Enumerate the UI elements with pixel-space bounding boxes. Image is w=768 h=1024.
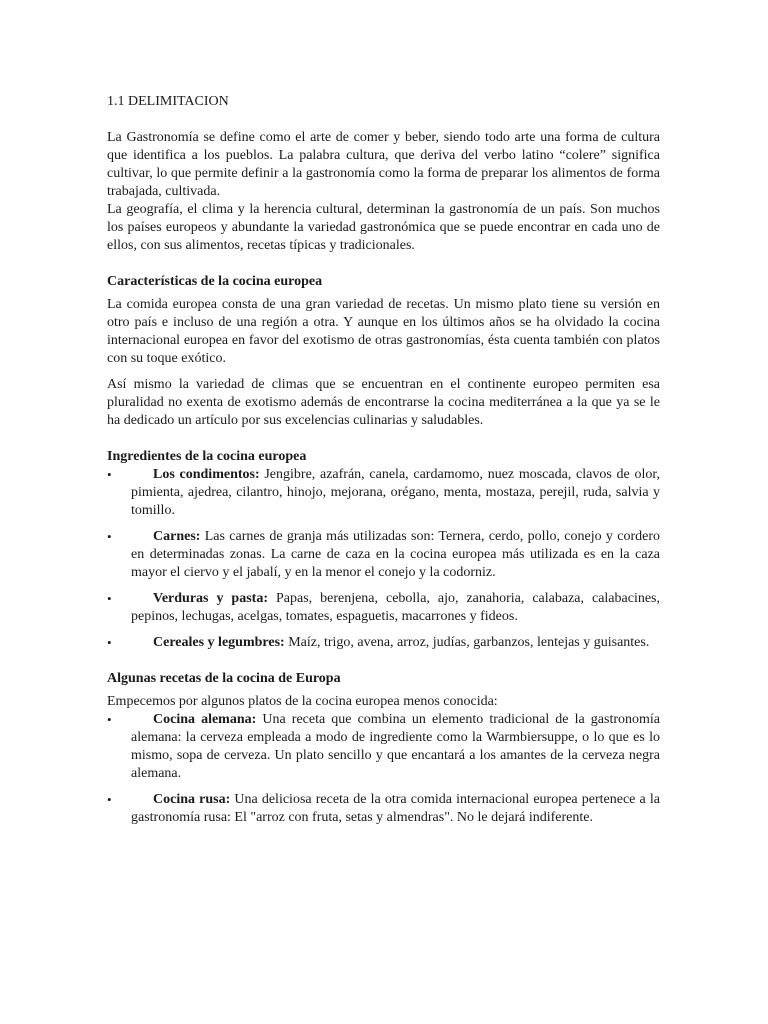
intro-paragraph-2: La geografía, el clima y la herencia cultural, determinan la gastronomía de un país. Son muchos los países europeos y abundante la variedad gastronómica que se puede encontrar en cada uno de ellos, con sus alimentos, recetas típicas y tradicionales. <box>107 202 660 253</box>
list-item <box>107 791 660 827</box>
list-item <box>107 634 660 652</box>
intro-paragraph-1: La Gastronomía se define como el arte de comer y beber, siendo todo arte una forma de cultura que identifica a los pueblos. La palabra cultura, que deriva del verbo latino “colere” significa cultivar, lo que permite definir a la gastronomía como la forma de preparar los alimentos de forma trabajada, cultivada. <box>107 130 660 199</box>
item-text: Papas, berenjena, cebolla, ajo, zanahoria, calabaza, calabacines, pepinos, lechugas, acelgas, tomates, espaguetis, macarrones y fideos. <box>131 591 661 624</box>
item-text: Una receta que combina un elemento tradicional de la gastronomía alemana: la cerveza empleada a modo de ingrediente como la Warmbiersuppe, o lo que es lo mismo, sopa de cerveza. Un plato sencillo y que encantará a los amantes de la cerveza negra alemana. <box>131 712 661 781</box>
item-label: Verduras y pasta: <box>153 591 268 606</box>
ingredients-list <box>107 466 660 652</box>
item-label: Cereales y legumbres: <box>153 635 285 650</box>
item-text: Las carnes de granja más utilizadas son: Ternera, cerdo, pollo, conejo y cordero en determinadas zonas. La carne de caza en la cocina europea más utilizada es en la caza mayor el ciervo y el jabalí, y en la menor el conejo y la codorniz. <box>131 529 660 580</box>
characteristics-heading: Características de la cocina europea <box>107 274 323 289</box>
recipes-intro: Empecemos por algunos platos de la cocina europea menos conocida: <box>107 694 498 709</box>
bullet-icon: • <box>107 792 112 807</box>
bullet-icon: • <box>107 635 112 650</box>
item-text: Una deliciosa receta de la otra comida internacional europea pertenece a la gastronomía rusa: El "arroz con fruta, setas y almendras". No le dejará indiferente. <box>131 792 660 825</box>
recipes-list <box>107 711 660 827</box>
section-title: 1.1 DELIMITACION <box>107 94 229 109</box>
item-label: Cocina alemana: <box>153 712 257 727</box>
item-text: Jengibre, azafrán, canela, cardamomo, nuez moscada, clavos de olor, pimienta, ajedrea, cilantro, hinojo, mejorana, orégano, menta, mostaza, perejil, ruda, salvia y tomillo. <box>131 467 660 518</box>
item-label: Cocina rusa: <box>153 792 231 807</box>
bullet-icon: • <box>107 529 112 544</box>
document-body <box>107 93 660 827</box>
list-item <box>107 466 660 520</box>
list-item <box>107 711 660 783</box>
characteristics-paragraph-2: Así mismo la variedad de climas que se encuentran en el continente europeo permiten esa pluralidad no exenta de exotismo además de encontrarse la cocina mediterránea a la que ya se le ha dedicado un artículo por sus excelencias culinarias y saludables. <box>107 377 660 428</box>
characteristics-paragraph-1: La comida europea consta de una gran variedad de recetas. Un mismo plato tiene su versión en otro país e incluso de una región a otra. Y aunque en los últimos años se ha olvidado la cocina internacional europea en favor del exotismo de otras gastronomías, ésta cuenta también con platos con su toque exótico. <box>107 297 660 366</box>
bullet-icon: • <box>107 591 112 606</box>
recipes-heading: Algunas recetas de la cocina de Europa <box>107 671 341 686</box>
ingredients-heading: Ingredientes de la cocina europea <box>107 449 307 464</box>
bullet-icon: • <box>107 712 112 727</box>
item-text: Maíz, trigo, avena, arroz, judías, garbanzos, lentejas y guisantes. <box>284 635 650 650</box>
item-label: Carnes: <box>153 529 201 544</box>
list-item <box>107 590 660 626</box>
item-label: Los condimentos: <box>153 467 260 482</box>
list-item <box>107 528 660 582</box>
bullet-icon: • <box>107 467 112 482</box>
